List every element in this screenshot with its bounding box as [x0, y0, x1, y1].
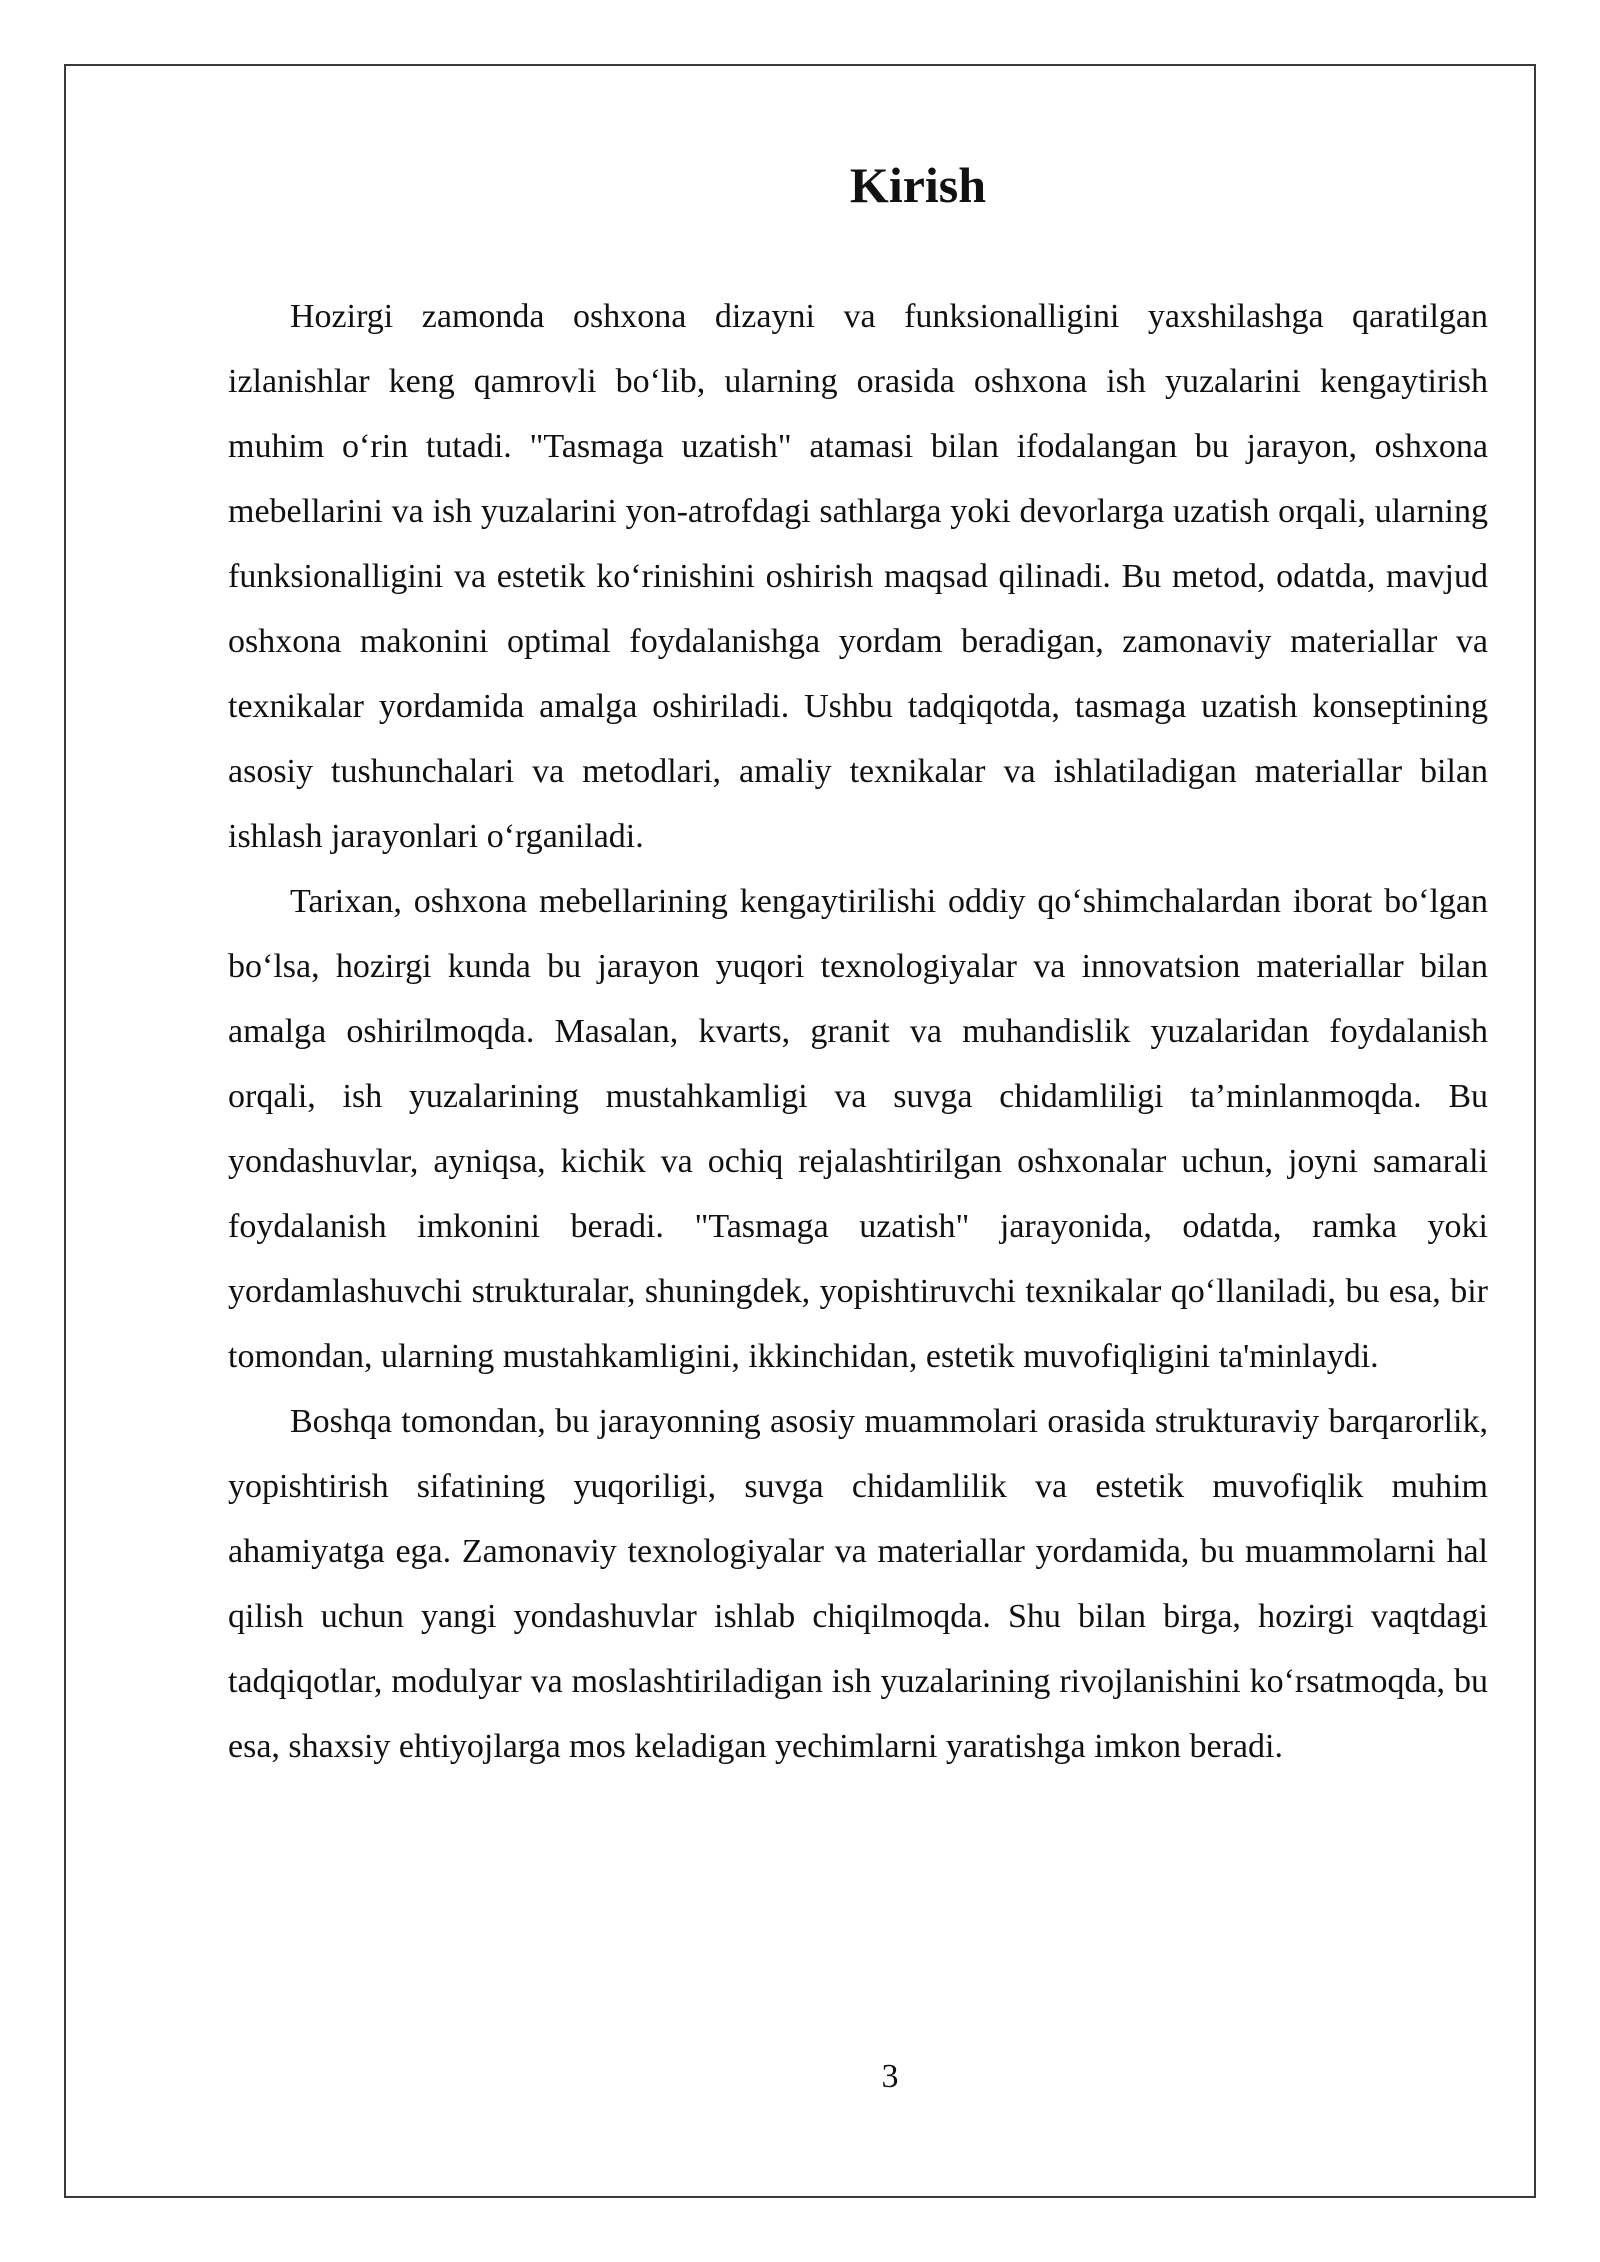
- paragraph-2: Tarixan, oshxona mebellarining kengaytirilishi oddiy qo‘shimchalardan iborat bo‘lgan bo‘lsa, hozirgi kunda bu jarayon yuqori texnologiyalar va innovatsion materiallar bilan amalga oshirilmoqda. Masalan, kvarts, granit va muhandislik yuzalaridan foydalanish orqali, ish yuzalarining mustahkamligi va suvga chidamliligi ta’minlanmoqda. Bu yondashuvlar, ayniqsa, kichik va ochiq rejalashtirilgan oshxonalar uchun, joyni samarali foydalanish imkonini beradi. "Tasmaga uzatish" jarayonida, odatda, ramka yoki yordamlashuvchi strukturalar, shuningdek, yopishtiruvchi texnikalar qo‘llaniladi, bu esa, bir tomondan, ularning mustahkamligini, ikkinchidan, estetik muvofiqligini ta'minlaydi.: [228, 883, 1488, 1375]
- paragraph-3: Boshqa tomondan, bu jarayonning asosiy muammolari orasida strukturaviy barqarorlik, yopishtirish sifatining yuqoriligi, suvga chidamlilik va estetik muvofiqlik muhim ahamiyatga ega. Zamonaviy texnologiyalar va materiallar yordamida, bu muammolarni hal qilish uchun yangi yondashuvlar ishlab chiqilmoqda. Shu bilan birga, hozirgi vaqtdagi tadqiqotlar, modulyar va moslashtiriladigan ish yuzalarining rivojlanishini ko‘rsatmoqda, bu esa, shaxsiy ehtiyojlarga mos keladigan yechimlarni yaratishga imkon beradi.: [228, 1403, 1488, 1765]
- page-content: [228, 150, 1488, 1779]
- paragraph-1: Hozirgi zamonda oshxona dizayni va funksionalligini yaxshilashga qaratilgan izlanishlar keng qamrovli bo‘lib, ularning orasida oshxona ish yuzalarini kengaytirish muhim o‘rin tutadi. "Tasmaga uzatish" atamasi bilan ifodalangan bu jarayon, oshxona mebellarini va ish yuzalarini yon-atrofdagi sathlarga yoki devorlarga uzatish orqali, ularning funksionalligini va estetik ko‘rinishini oshirish maqsad qilinadi. Bu metod, odatda, mavjud oshxona makonini optimal foydalanishga yordam beradigan, zamonaviy materiallar va texnikalar yordamida amalga oshiriladi. Ushbu tadqiqotda, tasmaga uzatish konseptining asosiy tushunchalari va metodlari, amaliy texnikalar va ishlatiladigan materiallar bilan ishlash jarayonlari o‘rganiladi.: [228, 298, 1488, 855]
- page-number: 3: [881, 2058, 899, 2095]
- page-title: Kirish: [849, 157, 987, 213]
